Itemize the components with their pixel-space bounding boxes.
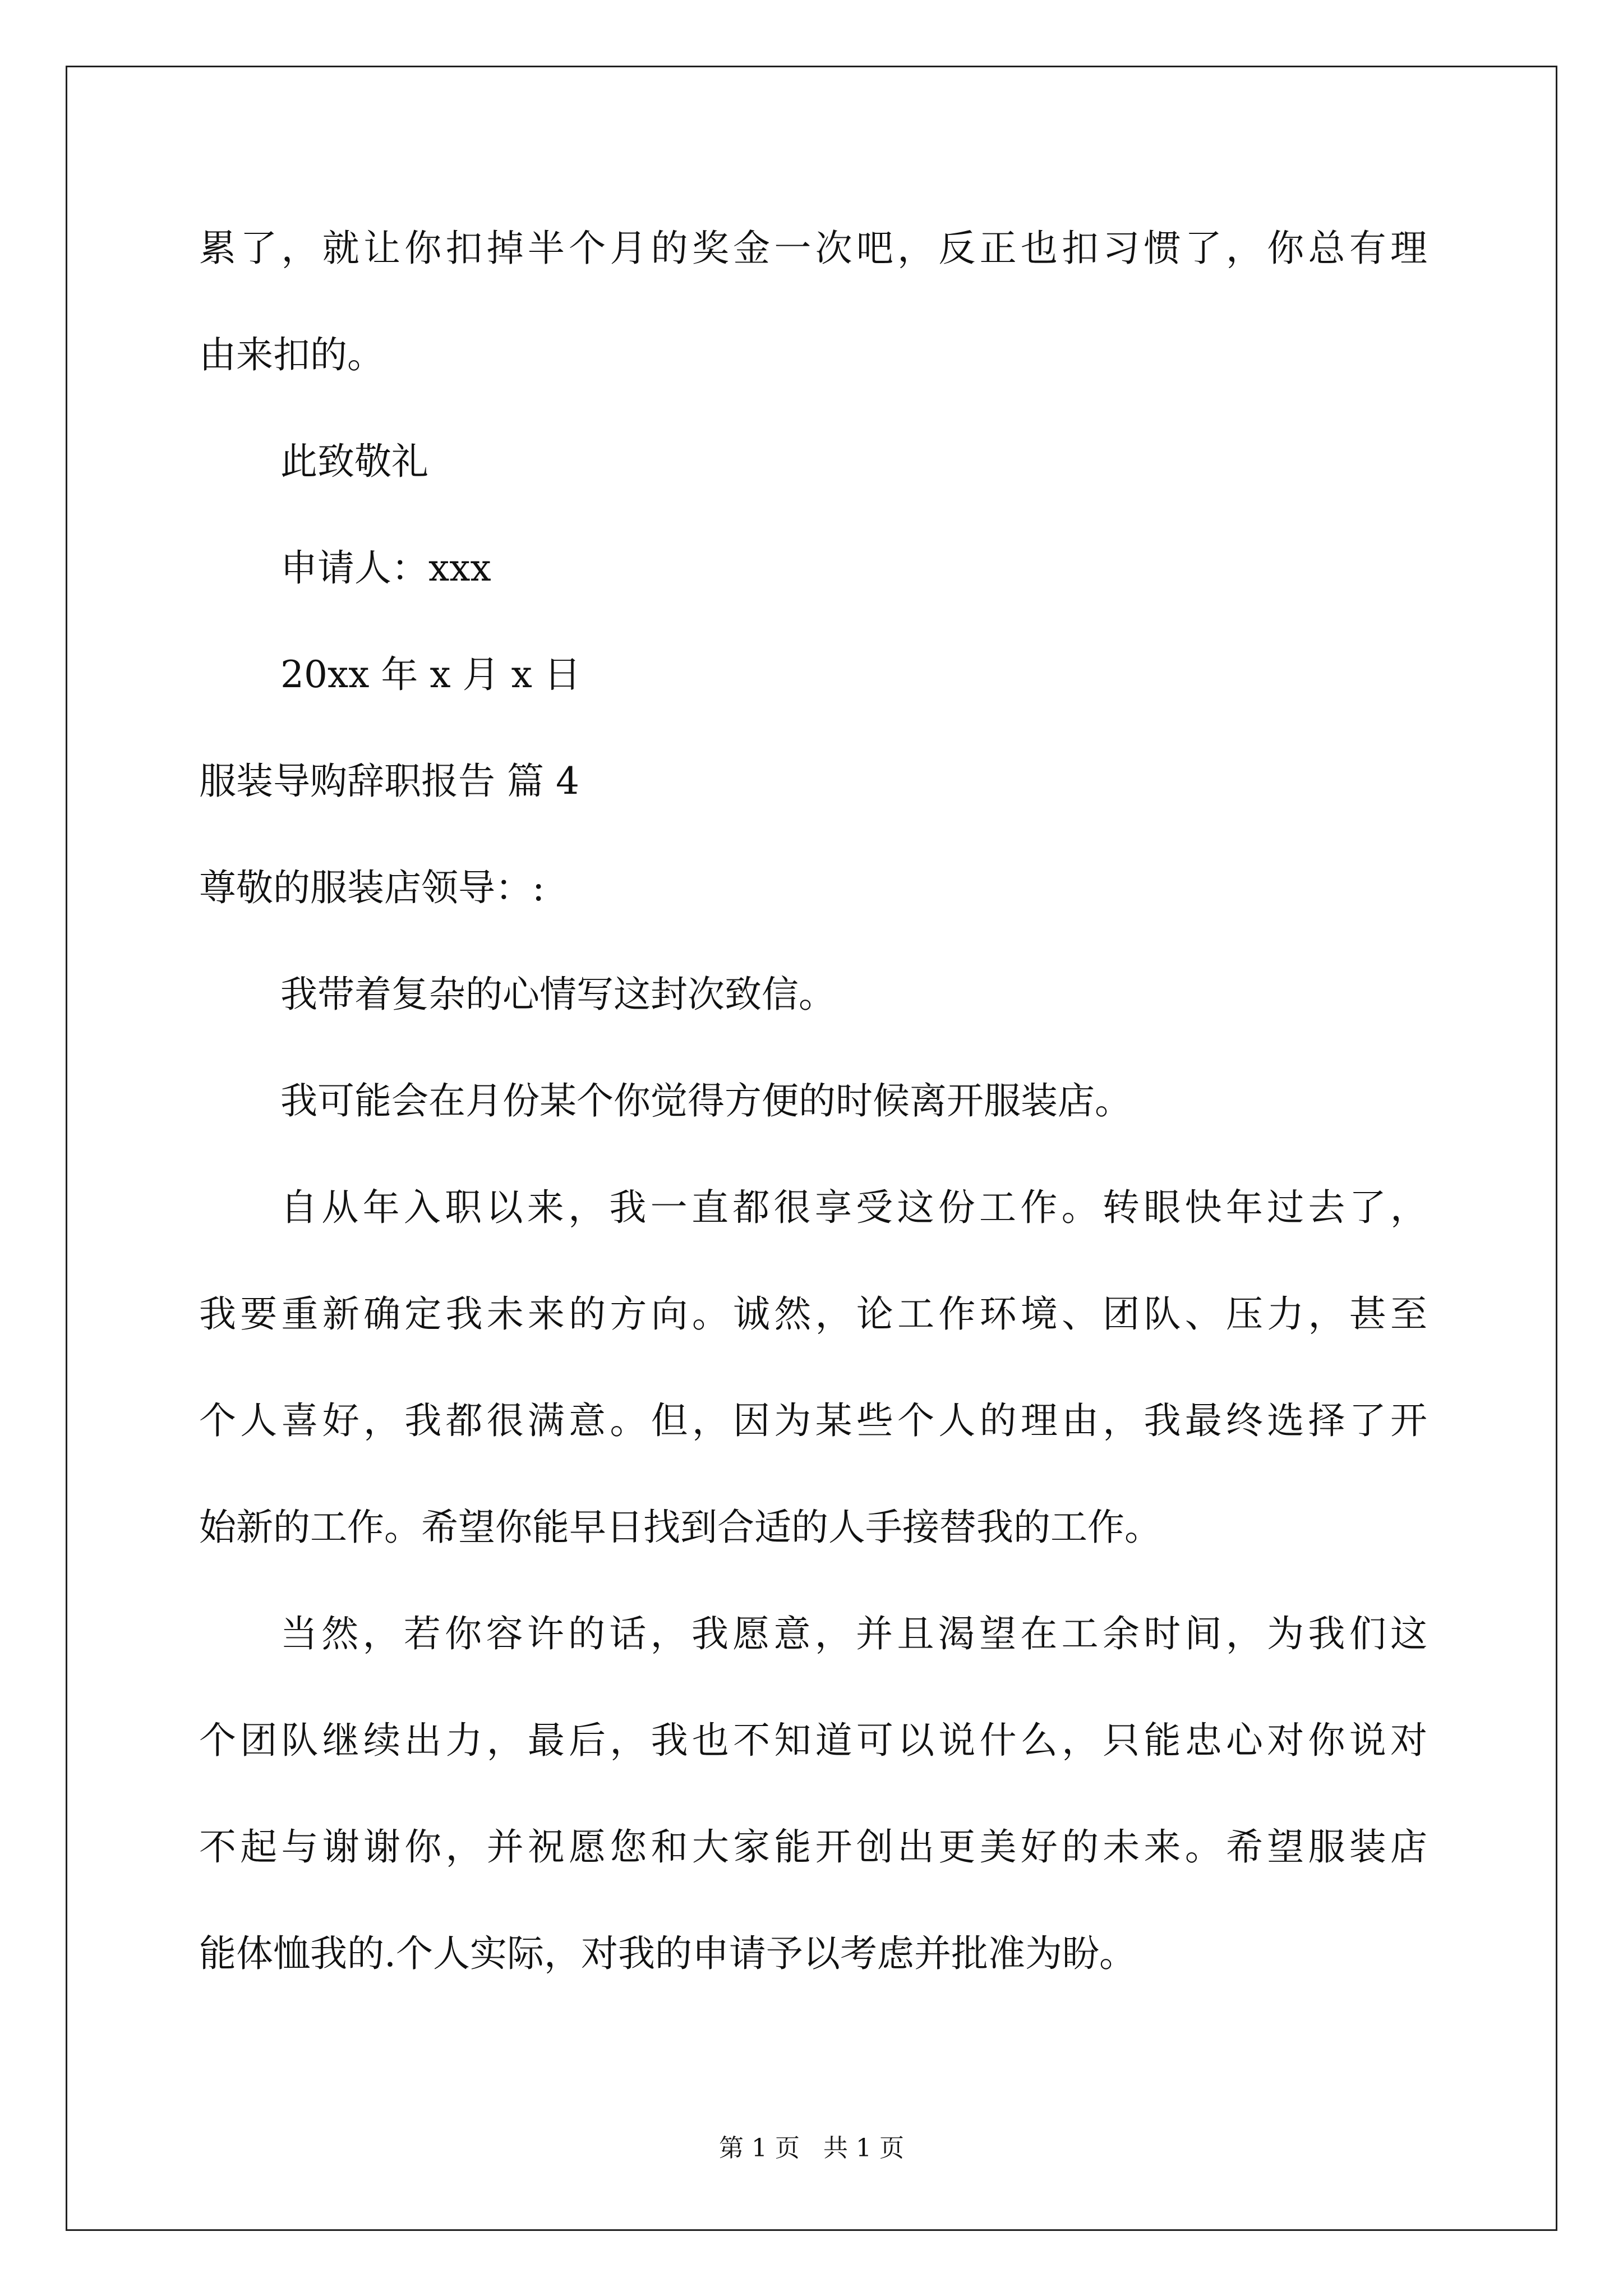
body-line: 个人喜好，我都很满意。但，因为某些个人的理由，我最终选择了开 xyxy=(199,1399,1427,1442)
letter-date: 20xx 年 x 月 x 日 xyxy=(280,653,581,696)
body-line: 我带着复杂的心情写这封次致信。 xyxy=(280,973,836,1016)
body-line: 由来扣的。 xyxy=(199,333,384,376)
body-line: 我要重新确定我未来的方向。诚然，论工作环境、团队、压力，甚至 xyxy=(199,1292,1427,1336)
greeting: 尊敬的服装店领导：: xyxy=(199,866,545,909)
page-footer: 第 1 页 共 1 页 xyxy=(719,2134,904,2162)
body-line: 自从年入职以来，我一直都很享受这份工作。转眼快年过去了， xyxy=(280,1186,1427,1229)
page-border xyxy=(66,66,1557,2231)
body-line: 能体恤我的.个人实际，对我的申请予以考虑并批准为盼。 xyxy=(199,1932,1136,1975)
section-heading: 服装导购辞职报告 篇 4 xyxy=(199,760,579,803)
body-line: 我可能会在月份某个你觉得方便的时候离开服装店。 xyxy=(280,1079,1132,1122)
body-line: 始新的工作。希望你能早日找到合适的人手接替我的工作。 xyxy=(199,1506,1161,1549)
applicant-signature: 申请人：xxx xyxy=(280,546,491,590)
closing-salutation: 此致敬礼 xyxy=(280,440,428,483)
body-line: 当然，若你容许的话，我愿意，并且渴望在工余时间，为我们这 xyxy=(280,1612,1427,1655)
body-line: 个团队继续出力，最后，我也不知道可以说什么，只能忠心对你说对 xyxy=(199,1719,1427,1762)
body-line: 累了，就让你扣掉半个月的奖金一次吧，反正也扣习惯了，你总有理 xyxy=(199,227,1427,270)
body-line: 不起与谢谢你，并祝愿您和大家能开创出更美好的未来。希望服装店 xyxy=(199,1825,1427,1869)
